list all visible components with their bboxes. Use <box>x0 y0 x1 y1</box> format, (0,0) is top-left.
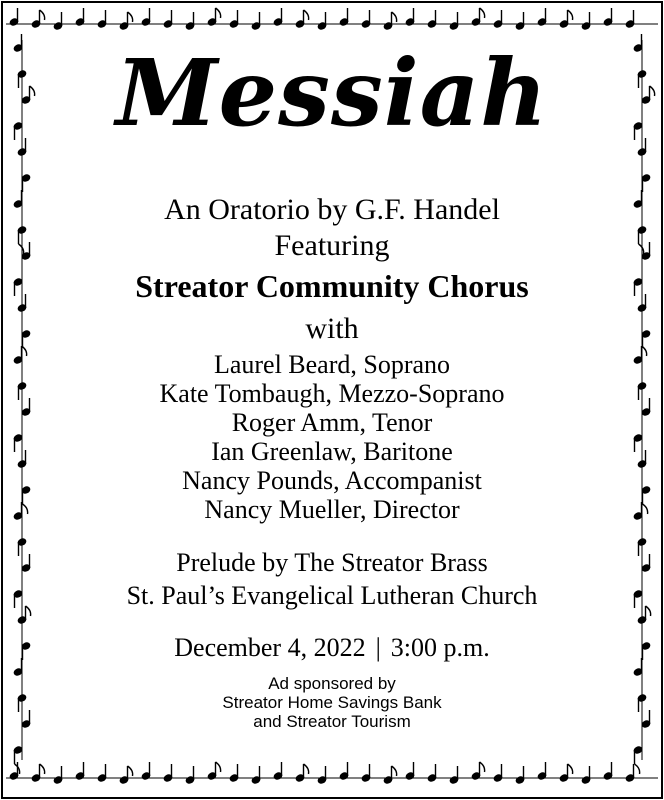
sponsor-block <box>60 674 604 731</box>
sponsor-line: Streator Home Savings Bank <box>222 693 442 712</box>
prelude-text: Prelude by The Streator Brass <box>176 548 488 577</box>
venue-text: St. Paul’s Evangelical Lutheran Church <box>126 581 538 610</box>
performer-item: Laurel Beard, Soprano <box>213 350 451 379</box>
event-time: 3:00 p.m. <box>390 633 490 662</box>
poster-content <box>60 28 604 731</box>
date-time <box>60 632 604 664</box>
sponsor-line: Ad sponsored by <box>268 674 396 693</box>
chorus-name: Streator Community Chorus <box>135 268 529 304</box>
event-date: December 4, 2022 <box>174 633 366 662</box>
with-label: with <box>305 312 359 345</box>
performer-item: Nancy Mueller, Director <box>204 495 460 524</box>
sponsor-line: and Streator Tourism <box>253 712 411 731</box>
performer-item: Roger Amm, Tenor <box>231 408 433 437</box>
performer-item: Kate Tombaugh, Mezzo-Soprano <box>159 379 505 408</box>
featuring-label: Featuring <box>274 229 390 262</box>
date-separator: | <box>375 633 381 662</box>
subtitle: An Oratorio by G.F. Handel <box>164 193 500 226</box>
performer-list <box>60 350 604 524</box>
performer-item: Nancy Pounds, Accompanist <box>182 466 482 495</box>
performer-item: Ian Greenlaw, Baritone <box>211 437 453 466</box>
poster-title: Messiah <box>115 39 549 147</box>
